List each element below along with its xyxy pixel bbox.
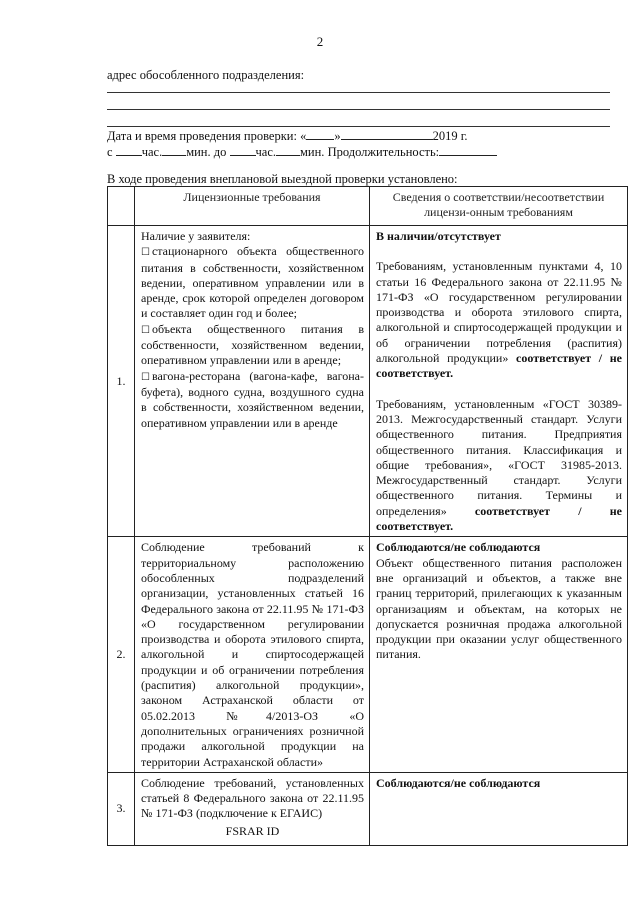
- header-compliance: Сведения о соответствии/несоответствии лицензи-онным требованиям: [370, 187, 628, 226]
- hour-to-blank: [230, 144, 256, 156]
- time-min2: мин.: [300, 145, 325, 159]
- time-hour: час.: [141, 145, 163, 159]
- status-text: В наличии/отсутствует: [376, 229, 501, 243]
- month-blank: [341, 128, 433, 140]
- compliance-paragraph: Требованиям, установленным «ГОСТ 30389-2013. Межгосударственный стандарт. Услуги общественного питания. Предприятия общественного питания. Классификация и общие требования», «ГОСТ 31985-2013. Межгосударственный стандарт. Услуги общественного питания. Термины и определения» соответствует / не соответствует.: [376, 396, 622, 534]
- row-number: 1.: [108, 226, 135, 537]
- requirement-cell: Соблюдение требований к территориальному расположению обособленных подразделений организации, установленных статьей 16 Федерального закона от 22.11.95 № 171-ФЗ «О государственном регулировании производства и оборота этилового спирта, алкогольной и спиртосодержащей продукции и об ограничении потребления (распития) алкогольной продукции», законом Астраханской области от 05.02.2013 №4/2013-ОЗ «О дополнительных ограничениях розничной продажи алкогольной продукции на территории Астраханской области»: [135, 537, 370, 772]
- compliance-paragraph: Требованиям, установленным пунктами 4, 10 статьи 16 Федерального закона от 22.11.95 № 171-ФЗ «О государственном регулировании производства и оборота этилового спирта, алкогольной и спиртосодержащей продукции и об ограничении потребления (распития) алкогольной продукции» соответствует / не соответствует.: [376, 259, 622, 381]
- day-blank: [306, 128, 334, 140]
- address-blank-line-3: [107, 126, 610, 127]
- compliance-verdict: соответствует / не соответствует.: [376, 351, 622, 381]
- requirement-item: ☐ объекта общественного питания в собственности, хозяйственном ведении, оперативном управлении или в аренде;: [141, 321, 364, 368]
- checkbox-icon: ☐: [141, 324, 150, 336]
- inspection-table: [107, 186, 628, 846]
- table-row: [108, 772, 628, 845]
- hour-from-blank: [116, 144, 142, 156]
- header-number-cell: [108, 187, 135, 226]
- table-row: [108, 226, 628, 537]
- fsrar-id-label: FSRAR ID: [225, 823, 280, 838]
- compliance-paragraph: Объект общественного питания расположен вне организаций и объектов, а также вне границ территорий, прилегающих к указанным организациям и объектам, на которых не допускается розничная продажа алкогольной продукции при оказании услуг общественного питания.: [376, 555, 622, 662]
- checkbox-icon: ☐: [141, 371, 150, 383]
- datetime-mid: »: [334, 129, 341, 143]
- min-from-blank: [162, 144, 186, 156]
- datetime-label: Дата и время проведения проверки: «: [107, 129, 307, 143]
- min-to-blank: [276, 144, 300, 156]
- address-label: адрес обособленного подразделения:: [107, 68, 305, 82]
- requirement-item: ☐ стационарного объекта общественного питания в собственности, хозяйственном ведении, оперативном управлении или в аренде, срок которой определен договором и составляет один год и более;: [141, 244, 364, 321]
- requirement-item: ☐ вагона-ресторана (вагона-кафе, вагона-буфета), водного судна, воздушного судна в собственности, хозяйственном ведении, оперативном управлении или в аренде: [141, 368, 364, 430]
- address-blank-line-1: [107, 92, 610, 93]
- status-text: Соблюдаются/не соблюдаются: [376, 540, 541, 555]
- datetime-year: 2019 г.: [432, 129, 468, 143]
- requirement-cell: [135, 226, 370, 537]
- row-number: 3.: [108, 772, 135, 845]
- header-requirements: Лицензионные требования: [135, 187, 370, 226]
- table-header-row: [108, 187, 628, 226]
- row-number: 2.: [108, 537, 135, 772]
- checkbox-icon: ☐: [141, 247, 150, 259]
- intro-text: В ходе проведения внеплановой выездной проверки установлено:: [107, 172, 458, 186]
- address-blank-line-2: [107, 109, 610, 110]
- duration-label: Продолжительность:: [327, 145, 440, 159]
- time-from: с: [107, 145, 113, 159]
- requirement-cell: Соблюдение требований, установленных статьей 8 Федерального закона от 22.11.95 № 171-ФЗ (подключение к ЕГАИС) FSRAR ID: [135, 772, 370, 845]
- compliance-cell: [370, 226, 628, 537]
- page-number: 2: [316, 34, 324, 49]
- time-line: [107, 144, 497, 160]
- time-to: до: [213, 145, 227, 159]
- status-text: Соблюдаются/не соблюдаются: [376, 775, 541, 790]
- duration-blank: [439, 144, 497, 156]
- requirement-title: Наличие у заявителя:: [141, 229, 251, 243]
- table-row: [108, 537, 628, 772]
- time-min: мин.: [186, 145, 211, 159]
- compliance-verdict: соответствует / не соответствует.: [376, 503, 622, 534]
- time-hour2: час.: [255, 145, 277, 159]
- compliance-cell: [370, 772, 628, 845]
- datetime-line: [107, 128, 468, 144]
- compliance-cell: [370, 537, 628, 772]
